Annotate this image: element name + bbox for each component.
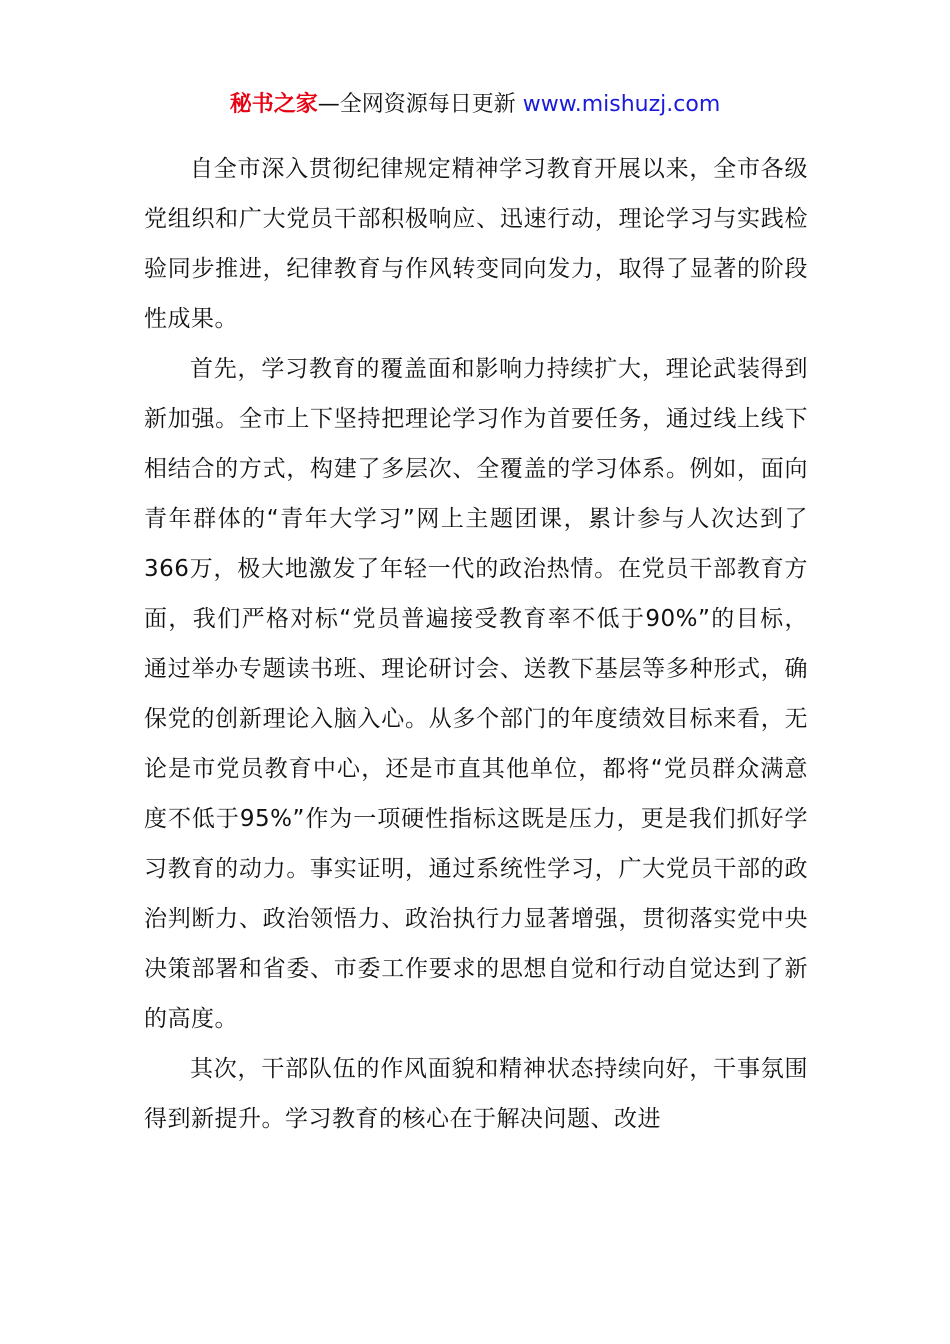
paragraph-first-point: 首先，学习教育的覆盖面和影响力持续扩大，理论武装得到新加强。全市上下坚持把理论学习作为首要任务，通过线上线下相结合的方式，构建了多层次、全覆盖的学习体系。例如，面向青年群体的“青年大学习”网上主题团课，累计参与人次达到了366万，极大地激发了年轻一代的政治热情。在党员干部教育方面，我们严格对标“党员普遍接受教育率不低于90%”的目标，通过举办专题读书班、理论研讨会、送教下基层等多种形式，确保党的创新理论入脑入心。从多个部门的年度绩效目标来看，无论是市党员教育中心，还是市直其他单位，都将“党员群众满意度不低于95%”作为一项硬性指标这既是压力，更是我们抓好学习教育的动力。事实证明，通过系统性学习，广大党员干部的政治判断力、政治领悟力、政治执行力显著增强，贯彻落实党中央决策部署和省委、市委工作要求的思想自觉和行动自觉达到了新的高度。 <box>144 356 808 1032</box>
site-url-link[interactable]: www.mishuzj.com <box>522 92 721 117</box>
site-tagline: —全网资源每日更新 <box>317 92 516 117</box>
site-header <box>0 88 950 122</box>
paragraph-second-point: 其次，干部队伍的作风面貌和精神状态持续向好，干事氛围得到新提升。学习教育的核心在于解决问题、改进 <box>144 1056 808 1132</box>
site-brand: 秘书之家 <box>229 92 318 117</box>
document-body <box>144 144 808 1144</box>
paragraph-intro: 自全市深入贯彻纪律规定精神学习教育开展以来，全市各级党组织和广大党员干部积极响应、迅速行动，理论学习与实践检验同步推进，纪律教育与作风转变同向发力，取得了显著的阶段性成果。 <box>144 156 808 332</box>
